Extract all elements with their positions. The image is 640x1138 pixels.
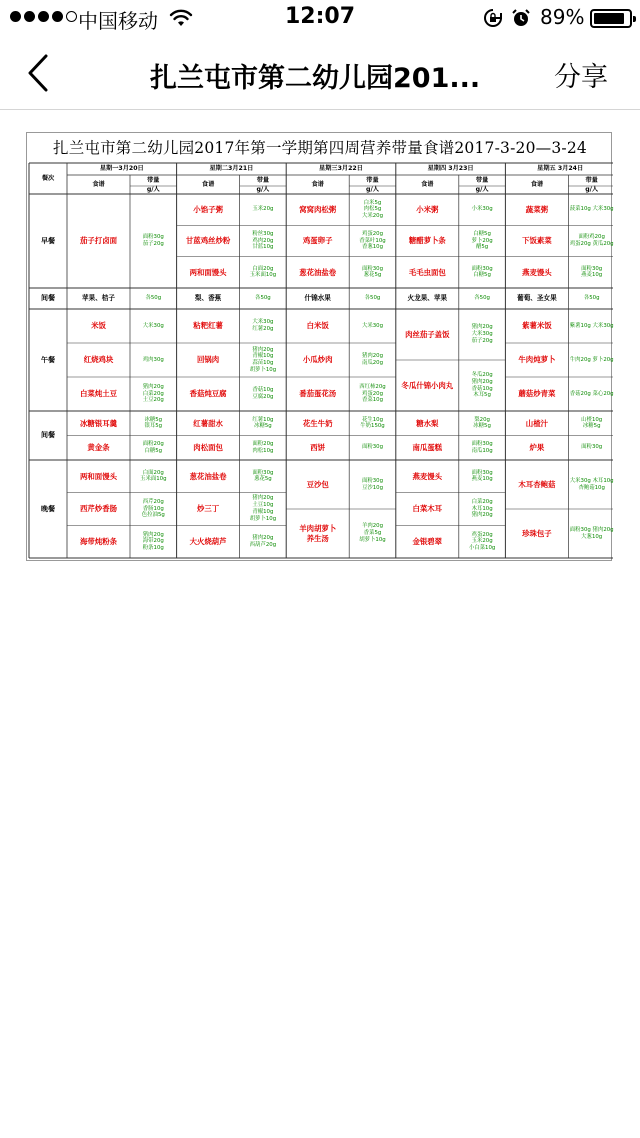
dish-cell: 珍珠包子: [522, 528, 552, 538]
status-bar: [0, 0, 640, 36]
dish-cell: 白米饭: [306, 321, 329, 331]
amount-cell: 面粉20g 肉松10g: [252, 441, 274, 454]
amount-cell: 大米30g: [142, 322, 164, 329]
dish-cell: 红薯甜水: [193, 418, 223, 428]
meal-label: 晚餐: [41, 504, 55, 513]
header-amount: 带量: [475, 176, 489, 184]
amount-cell: 面粉30g 燕麦10g: [471, 469, 493, 483]
meal-label: 间餐: [41, 431, 55, 440]
alarm-icon: [511, 8, 531, 32]
amount-cell: 面粉30g: [581, 444, 603, 451]
amount-cell: 面粉30g 南瓜10g: [471, 441, 493, 454]
dish-cell: 粘粑红薯: [193, 321, 223, 331]
amount-cell: 猪肉20g 白菜20g 土豆20g: [142, 383, 164, 404]
amount-cell: 各50g: [255, 295, 271, 302]
dish-cell: 小瓜炒肉: [302, 355, 333, 365]
dish-cell: 金银碧翠: [412, 537, 443, 547]
header-day: 星期一3月20日: [99, 165, 144, 173]
amount-cell: 各50g: [145, 295, 162, 302]
amount-cell: 白糖5g 萝卜20g 醋5g: [471, 230, 493, 251]
dish-cell: 红烧鸡块: [83, 355, 114, 365]
dish-cell: 香菇炖豆腐: [189, 389, 227, 399]
header-day: 星期四 3月23日: [427, 165, 474, 173]
header-unit: g/人: [585, 186, 599, 194]
amount-cell: 小米30g: [471, 206, 493, 213]
dish-cell: 豆沙包: [306, 479, 329, 489]
amount-cell: 猪肉20g 青椒10g 蒜苗10g 胡萝卜10g: [249, 346, 277, 373]
amount-cell: 鸡蛋20g 玉米20g 小白菜10g: [468, 531, 496, 552]
dish-cell: 冰糖银耳羹: [80, 418, 117, 428]
amount-cell: 猪肉20g 大米30g 茄子20g: [471, 324, 493, 344]
dish-cell: 肉松面包: [193, 443, 223, 453]
dish-cell: 火龙果、苹果: [407, 294, 448, 303]
dish-cell: 葱花油盐卷: [189, 471, 227, 481]
battery-icon: [590, 9, 632, 28]
dish-cell: 甘蓝鸡丝炒粉: [185, 236, 231, 246]
header-unit: g/人: [475, 186, 489, 194]
amount-cell: 紫薯10g 大米30g: [569, 322, 614, 329]
dish-cell: 牛肉炖萝卜: [518, 355, 556, 365]
header-meal-column: 餐次: [41, 174, 55, 182]
dish-cell: 毛毛虫面包: [408, 267, 446, 277]
header-dish: 食谱: [92, 180, 105, 188]
amount-cell: 羊肉20g 香菜5g 胡萝卜10g: [359, 523, 386, 543]
meal-label: 午餐: [41, 355, 55, 364]
meal-label: 早餐: [41, 236, 55, 245]
header-amount: 带量: [147, 176, 160, 184]
dish-cell: 两和面馒头: [80, 471, 117, 481]
amount-cell: 猪肉20g 海带20g 粉条10g: [142, 531, 164, 552]
battery-percent: 89%: [540, 5, 585, 29]
page-title: 扎兰屯市第二幼儿园201...: [150, 63, 481, 94]
menu-title: 扎兰屯市第二幼儿园2017年第一学期第四周营养带量食谱2017-3-20—3-24: [53, 139, 587, 157]
dish-cell: 葱花油盐卷: [299, 267, 337, 277]
menu-table-image[interactable]: [26, 132, 612, 561]
amount-cell: 红薯10g 冰糖5g: [252, 416, 274, 430]
header-day: 星期二3月21日: [209, 165, 254, 173]
dish-cell: 西饼: [310, 443, 326, 453]
amount-cell: 面粉30g 燕麦10g: [581, 265, 603, 279]
dish-cell: 苹果、桔子: [82, 294, 115, 303]
dish-cell: 小米粥: [416, 205, 439, 215]
amount-cell: 牛肉20g 萝卜20g: [569, 356, 614, 363]
dish-cell: 山楂汁: [525, 418, 548, 428]
amount-cell: 鸡肉30g: [142, 356, 164, 363]
amount-cell: 猪肉20g 土豆10g 青椒10g 胡萝卜10g: [249, 495, 277, 522]
header-day: 星期三3月22日: [319, 165, 363, 173]
dish-cell: 下饭素菜: [522, 236, 552, 246]
dish-cell: 蔬菜粥: [525, 205, 548, 215]
dish-cell: 小馅子粥: [193, 205, 223, 215]
dish-cell: 鸡蛋卵子: [302, 236, 333, 246]
dish-cell: 番茄蛋花汤: [299, 389, 337, 399]
amount-cell: 猪肉20g 南瓜20g: [361, 353, 384, 366]
amount-cell: 山楂10g 冰糖5g: [581, 416, 603, 430]
dish-cell: 两和面馒头: [189, 267, 227, 277]
amount-cell: 白面20g 玉米面10g: [249, 265, 277, 279]
amount-cell: 猪肉20g 西葫芦20g: [249, 534, 277, 548]
amount-cell: 面粉30g 猪肉20g 大葱10g: [569, 526, 614, 540]
amount-cell: 白米5g 肉松5g 大米20g: [361, 199, 384, 220]
header-day: 星期五 3月24日: [537, 165, 584, 173]
amount-cell: 梨20g 冰糖5g: [473, 416, 491, 430]
dish-cell: 白菜木耳: [412, 504, 443, 514]
dish-cell: 茄子打卤面: [80, 236, 117, 246]
rotation-lock-icon: [483, 8, 503, 32]
amount-cell: 各50g: [583, 295, 600, 302]
amount-cell: 冰糖5g 银耳5g: [144, 416, 163, 430]
back-button[interactable]: [22, 53, 54, 93]
dish-cell: 冬瓜什锦小肉丸: [401, 380, 454, 390]
amount-cell: 西红柿20g 鸡蛋20g 香菜10g: [359, 383, 386, 404]
amount-cell: 鸡蛋20g 香菜叶10g 香葱10g: [359, 230, 386, 251]
dish-cell: 羊肉胡萝卜 养生汤: [299, 524, 337, 543]
amount-cell: 大米30g 木耳10g 杏鲍菇10g: [569, 477, 614, 491]
amount-cell: 面粉30g 葱花5g: [361, 265, 384, 279]
amount-cell: 冬瓜20g 猪肉20g 香菇10g 木耳5g: [471, 372, 493, 399]
header-amount: 带量: [366, 176, 379, 184]
dish-cell: 紫薯米饭: [522, 321, 552, 331]
amount-cell: 白面20g 玉米面10g: [140, 469, 167, 483]
dish-cell: 窝窝肉松粥: [299, 205, 337, 215]
amount-cell: 粉丝30g 鸡肉20g 甘蓝10g: [252, 230, 274, 251]
dish-cell: 燕麦馒头: [522, 267, 552, 277]
dish-cell: 糖水梨: [416, 418, 439, 428]
dish-cell: 蘑菇炒青菜: [518, 389, 556, 399]
header-dish: 食谱: [421, 180, 434, 188]
amount-cell: 面粉20g 白糖5g: [142, 441, 164, 454]
amount-cell: 菠菜10g 大米30g: [569, 206, 614, 213]
chevron-left-icon: [22, 53, 54, 93]
dish-cell: 黄金条: [87, 443, 110, 453]
amount-cell: 玉米20g: [252, 206, 274, 213]
amount-cell: 面粉鸡20g 鸡蛋20g 黄瓜20g: [569, 234, 614, 247]
clock: 12:07: [284, 4, 356, 29]
amount-cell: 花生10g 牛奶150g: [360, 416, 385, 430]
header-dish: 食谱: [530, 180, 544, 188]
header-amount: 带量: [256, 176, 270, 184]
share-button[interactable]: 分享: [554, 62, 608, 93]
amount-cell: 面粉30g 葱花5g: [252, 469, 274, 483]
amount-cell: 面粉30g 豆沙10g: [361, 477, 384, 491]
dish-cell: 葡萄、圣女果: [517, 294, 557, 303]
amount-cell: 香菇10g 豆腐20g: [252, 387, 274, 400]
amount-cell: 面粉30g 茄子20g: [142, 234, 164, 247]
dish-cell: 米饭: [91, 321, 106, 331]
meal-label: 间餐: [41, 294, 55, 303]
amount-cell: 白菜20g 木耳10g 猪肉20g: [471, 498, 493, 519]
amount-cell: 各50g: [474, 295, 490, 302]
dish-cell: 花生牛奶: [302, 418, 333, 428]
header-unit: g/人: [256, 186, 270, 194]
dish-cell: 西芹炒香肠: [80, 504, 117, 514]
dish-cell: 炉果: [529, 443, 545, 453]
header-unit: g/人: [366, 186, 379, 194]
amount-cell: 面粉30g 白糖5g: [471, 265, 493, 279]
dish-cell: 南瓜蛋糕: [412, 443, 443, 453]
amount-cell: 大米30g: [361, 322, 384, 329]
dish-cell: 回锅肉: [197, 355, 220, 365]
amount-cell: 各50g: [364, 295, 381, 302]
header-unit: g/人: [146, 186, 160, 194]
dish-cell: 糖醋萝卜条: [408, 236, 446, 246]
dish-cell: 燕麦馒头: [412, 471, 443, 481]
amount-cell: 大米30g 红薯20g: [252, 319, 274, 332]
navigation-bar: [0, 36, 640, 110]
dish-cell: 白菜炖土豆: [80, 389, 117, 399]
dish-cell: 海带炖粉条: [80, 537, 117, 547]
dish-cell: 什锦水果: [304, 294, 331, 303]
amount-cell: 西芹20g 香肠10g 色拉油5g: [141, 498, 165, 519]
dish-cell: 大火烧葫芦: [189, 537, 227, 547]
dish-cell: 肉丝茄子盖饭: [405, 329, 450, 339]
carrier-name: 中国移动: [78, 9, 158, 33]
dish-cell: 梨、香蕉: [194, 294, 222, 303]
header-amount: 带量: [585, 176, 598, 184]
amount-cell: 面粉30g: [361, 444, 384, 451]
dish-cell: 炒三丁: [197, 504, 220, 514]
amount-cell: 香菇20g 菜心20g: [569, 390, 614, 397]
dish-cell: 木耳杏鲍菇: [518, 479, 556, 489]
header-dish: 食谱: [201, 180, 215, 188]
header-dish: 食谱: [311, 180, 324, 188]
